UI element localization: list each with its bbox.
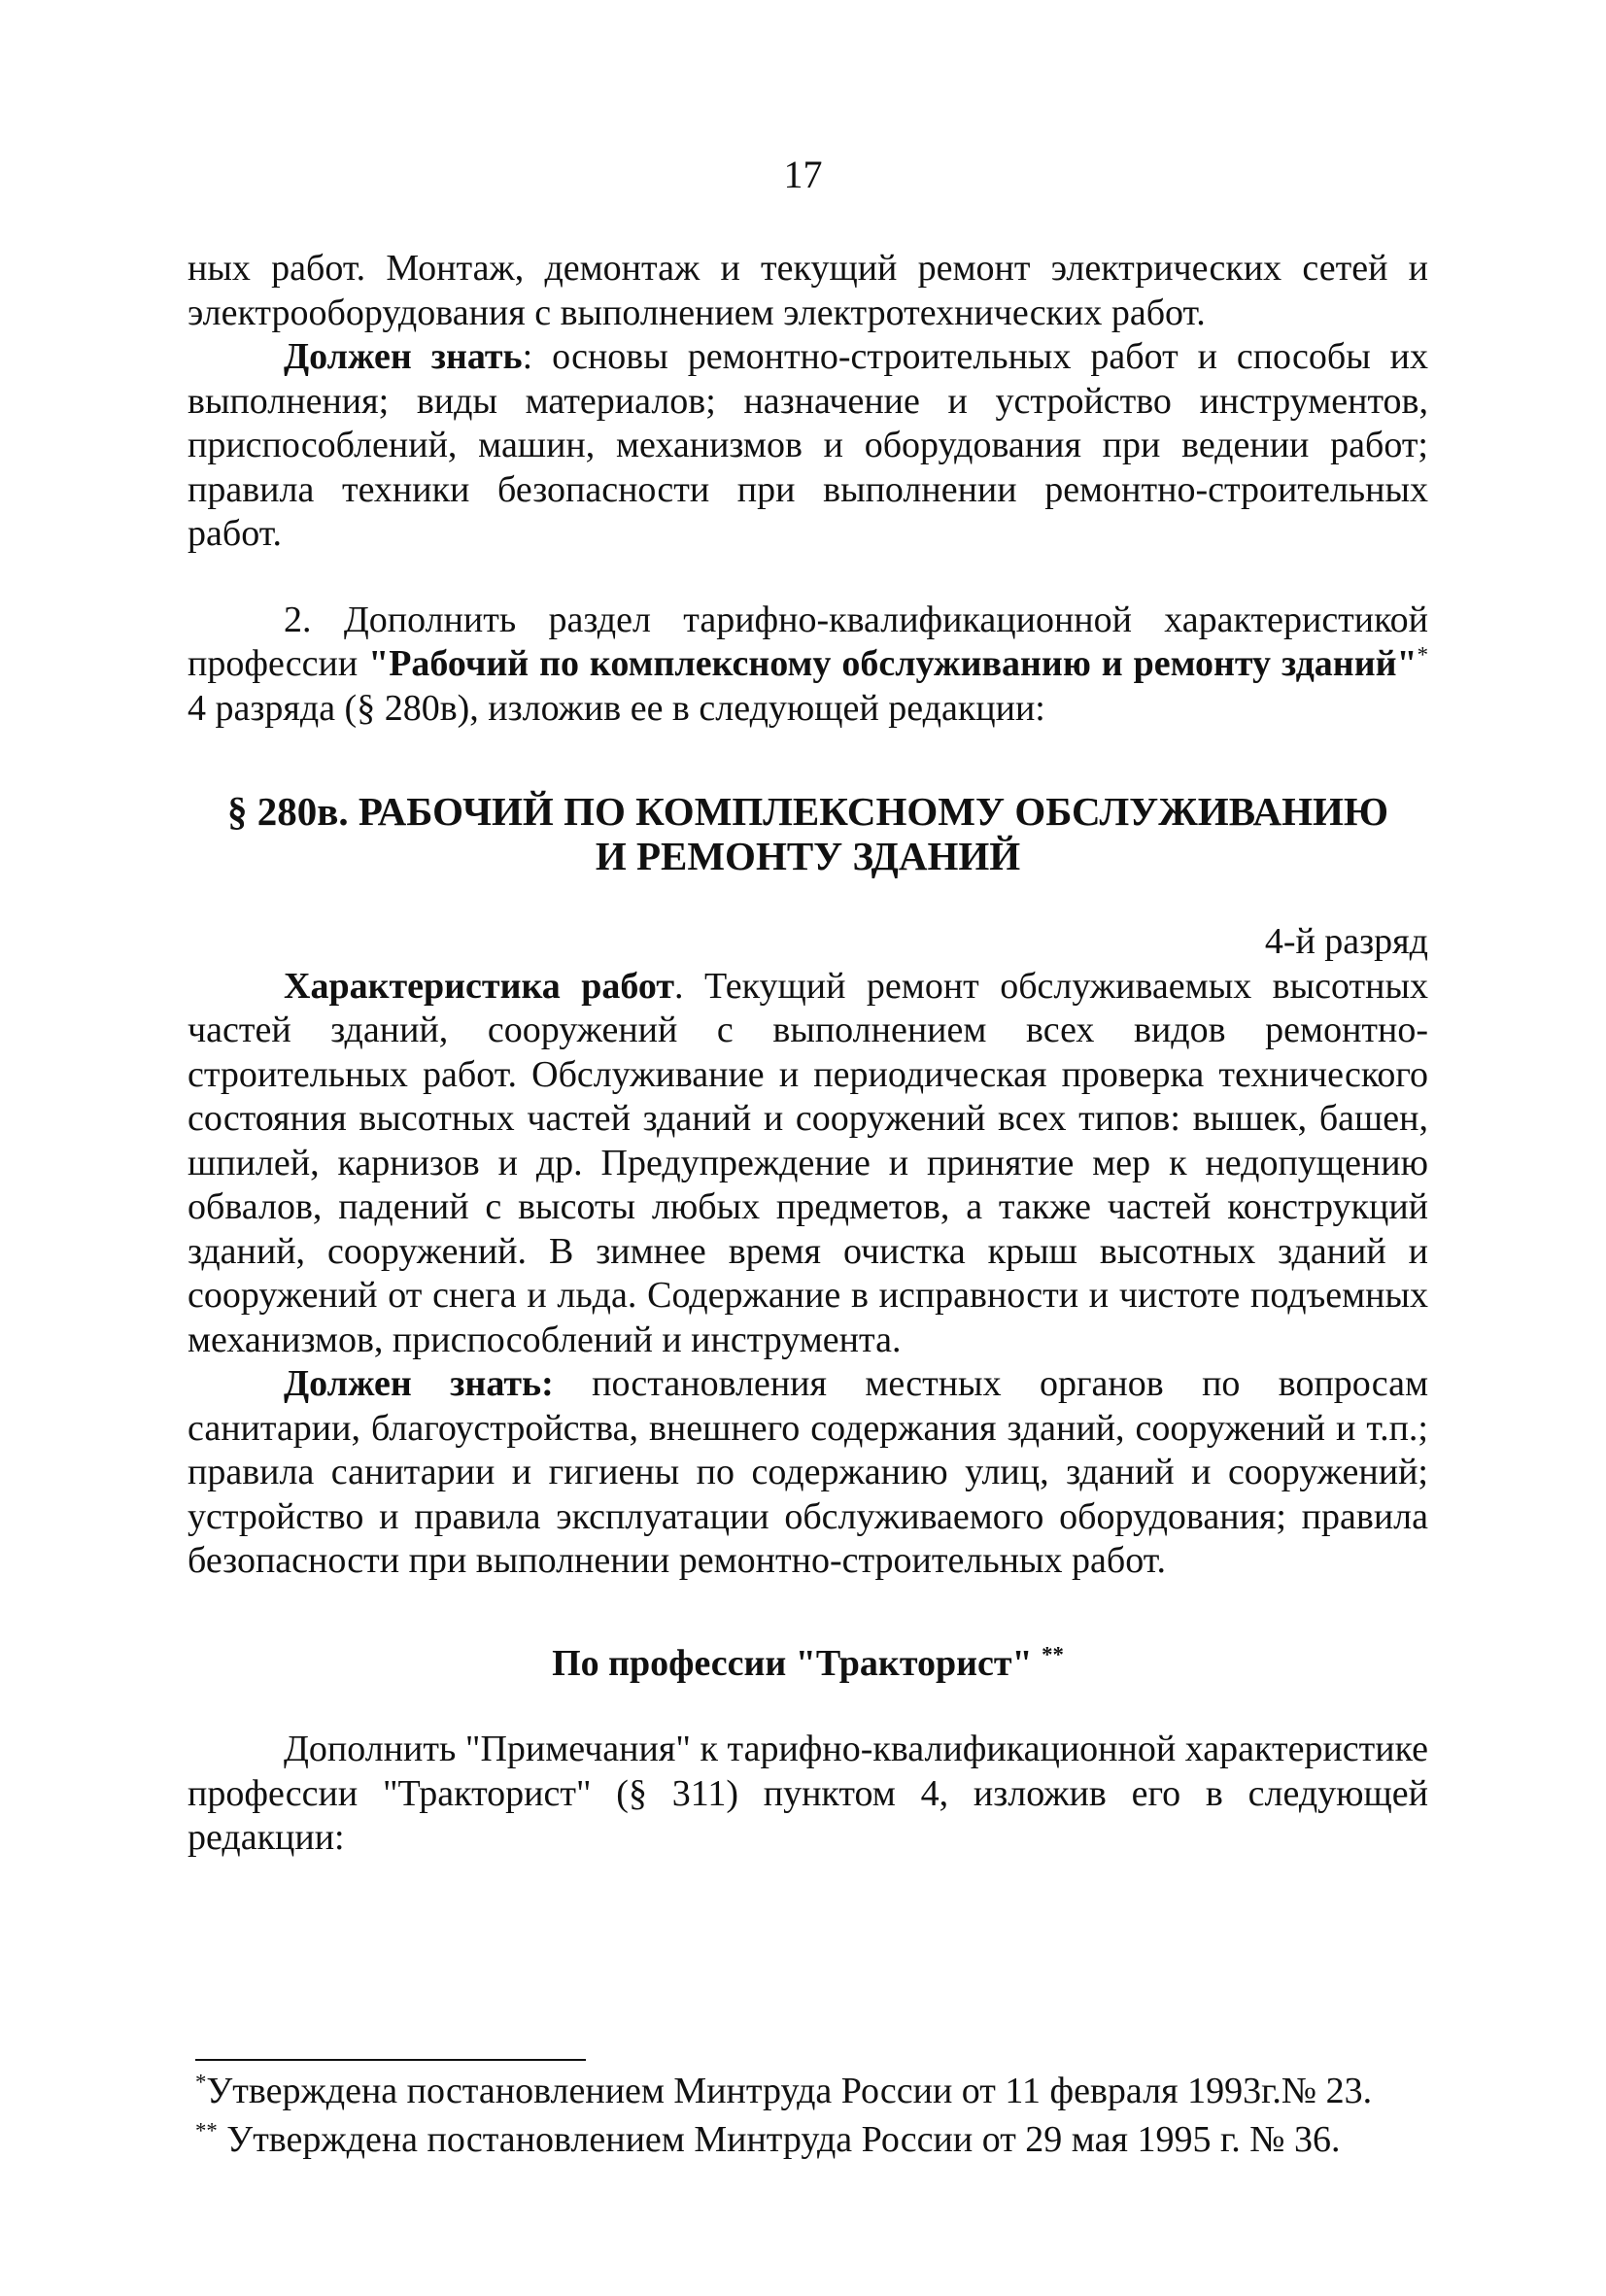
footnotes: [195, 2067, 1458, 2164]
tractor-heading: [188, 1642, 1428, 1687]
footnote-1-text: Утверждена постановлением Минтруда России от 11 февраля 1993г.№ 23.: [206, 2071, 1373, 2111]
paragraph-characteristics: [188, 965, 1428, 1363]
grade-label: 4-й разряд: [1264, 921, 1428, 962]
section-heading-line-1: § 280в. РАБОЧИЙ ПО КОМПЛЕКСНОМУ ОБСЛУЖИВАНИЮ: [226, 789, 1389, 834]
characteristics-text: . Текущий ремонт обслуживаемых высотных частей зданий, сооружений с выполнением всех видов ремонтно-строительных работ. Обслуживание и периодическая проверка технического состояния высотных частей зданий и сооружений всех типов: вышек, башен, шпилей, карнизов и др. Предупреждение и принятие мер к недопущению обвалов, падений с высоты любых предметов, а также частей конструкций зданий, сооружений. В зимнее время очистка крыш высотных зданий и сооружений от снега и льда. Содержание в исправности и чистоте подъемных механизмов, приспособлений и инструмента.: [188, 965, 1428, 1360]
footnote-ref-1[interactable]: *: [1417, 642, 1428, 668]
profession-name: "Рабочий по комплексному обслуживанию и ремонту зданий": [368, 643, 1418, 684]
paragraph-must-know-general: [188, 335, 1428, 557]
amendment-start: 2. Дополнить раздел тарифно-квалификационной характеристикой профессии: [188, 599, 1428, 684]
footnote-ref-2[interactable]: **: [1042, 1641, 1064, 1666]
footnote-divider: [195, 2059, 586, 2061]
must-know-text: : основы ремонтно-строительных работ и способы их выполнения; виды материалов; назначение и устройство инструментов, приспособлений, машин, механизмов и оборудования при ведении работ; правила техники безопасности при выполнении ремонтно-строительных работ.: [188, 336, 1429, 554]
amendment-end: 4 разряда (§ 280в), изложив ее в следующей редакции:: [188, 687, 1045, 729]
section-heading: [188, 789, 1428, 878]
paragraph-tractor-amendment: Дополнить "Примечания" к тарифно-квалификационной характеристике профессии "Тракторист" (§ 311) пунктом 4, изложив его в следующей редакции:: [188, 1729, 1428, 1858]
document-body: [188, 247, 1428, 1861]
tractor-heading-text: По профессии "Тракторист": [552, 1642, 1033, 1684]
page-number: 17: [783, 153, 823, 196]
paragraph-continuation: ных работ. Монтаж, демонтаж и текущий ремонт электрических сетей и электрооборудования с выполнением электротехнических работ.: [188, 248, 1428, 333]
footnote-2: [195, 2115, 1458, 2164]
characteristics-label: Характеристика работ: [284, 965, 675, 1007]
must-know-text-2: постановления местных органов по вопросам санитарии, благоустройства, внешнего содержания зданий, сооружений и т.п.; правила санитарии и гигиены по содержанию улиц, зданий и сооружений; устройство и правила эксплуатации обслуживаемого оборудования; правила безопасности при выполнении ремонтно-строительных работ.: [188, 1363, 1428, 1581]
paragraph-amendment-2: [188, 599, 1428, 732]
footnote-2-text: Утверждена постановлением Минтруда России от 29 мая 1995 г. № 36.: [217, 2119, 1341, 2160]
footnote-2-mark: **: [195, 2118, 218, 2143]
paragraph-must-know: [188, 1362, 1428, 1584]
footnote-1: [195, 2067, 1458, 2115]
footnote-1-mark: *: [195, 2070, 207, 2095]
section-heading-line-2: И РЕМОНТУ ЗДАНИЙ: [595, 834, 1021, 878]
must-know-label: Должен знать: [284, 336, 523, 377]
must-know-label-2: Должен знать:: [284, 1363, 554, 1404]
